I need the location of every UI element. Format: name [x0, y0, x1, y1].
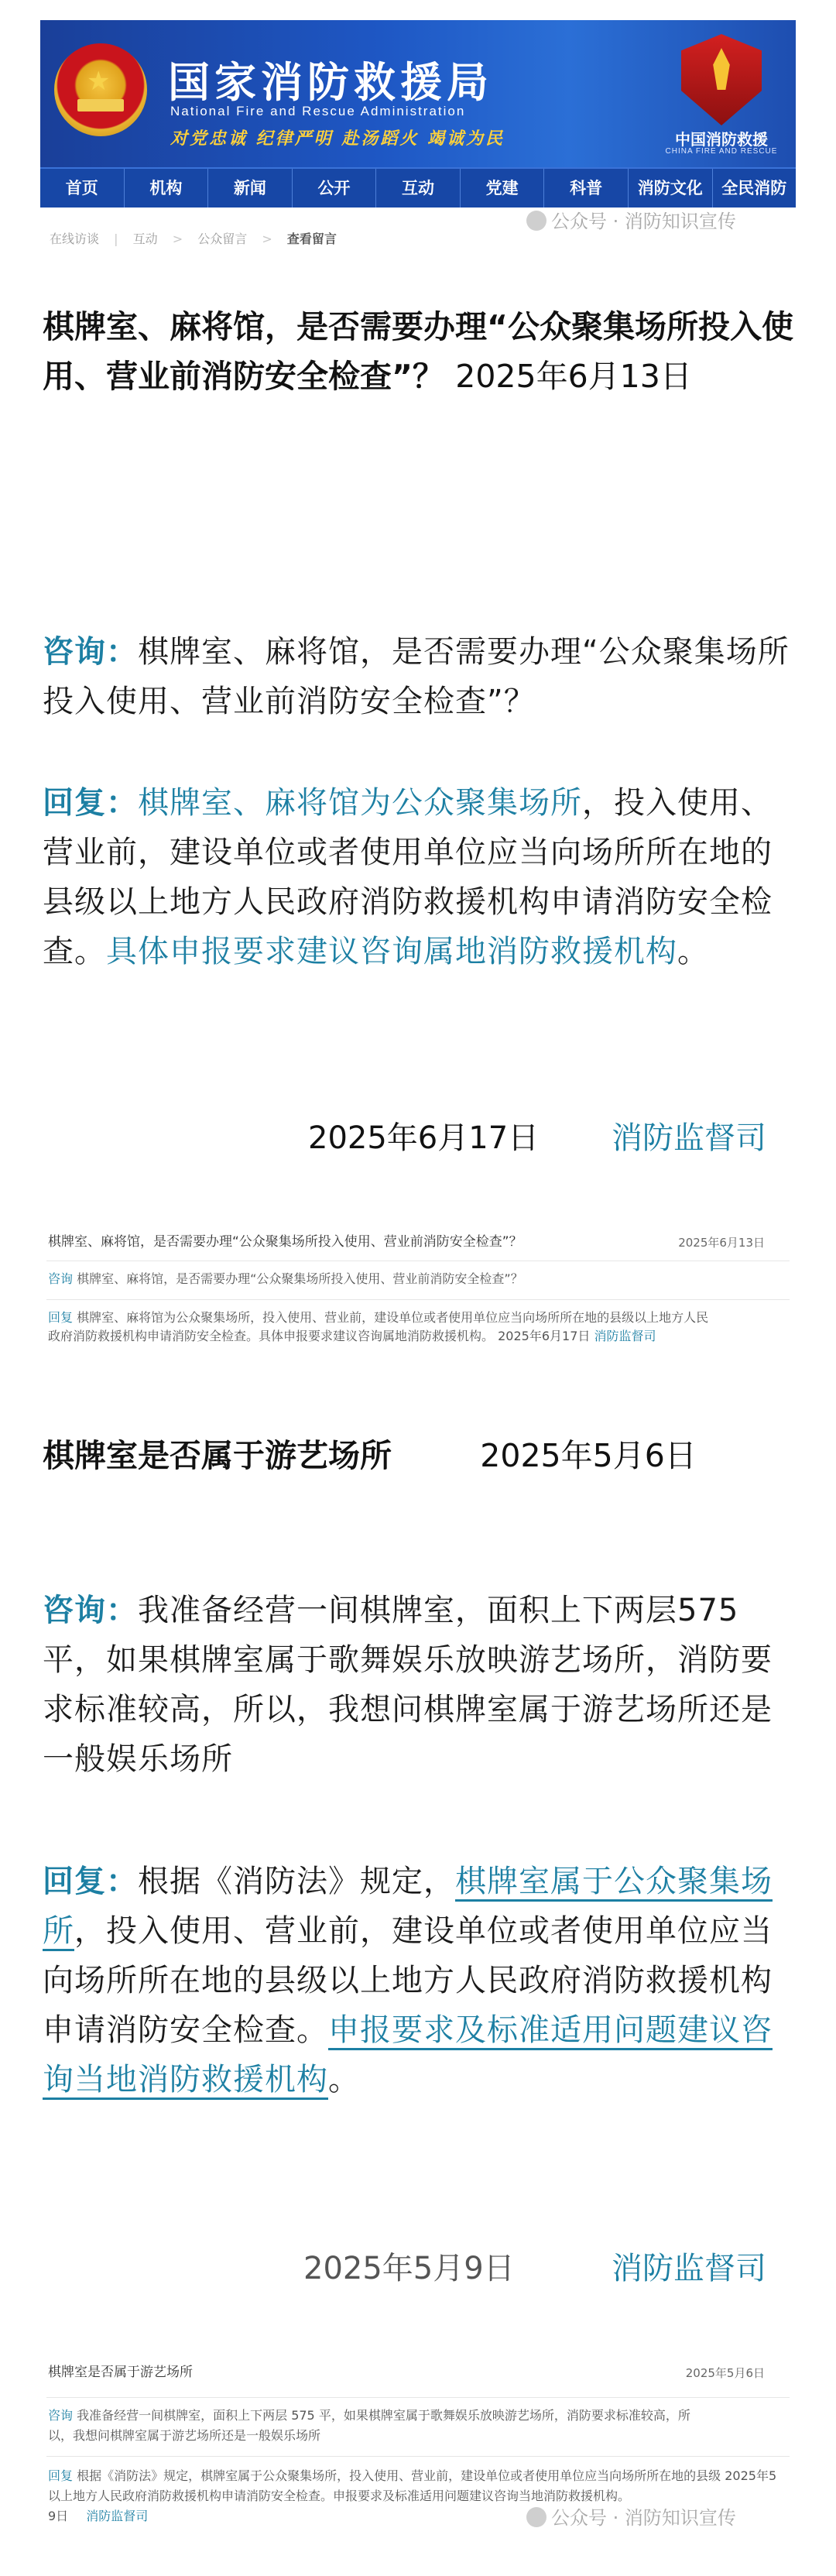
card2-question-text-1: 我准备经营一间棋牌室，面积上下两层 575 平，如果棋牌室属于歌舞娱乐放映游艺场所，消防要求标准较高，所 — [77, 2408, 690, 2423]
qa1-reply — [43, 778, 801, 976]
site-motto: 对党忠诚 纪律严明 赴汤蹈火 竭诚为民 — [170, 129, 505, 149]
qa2-reply-highlight-2[interactable]: 申报要求及标准适用问题建议咨询当地消防救援机构 — [43, 2012, 773, 2100]
badge-label-cn: 中国消防救援 — [675, 130, 768, 149]
qa1-question-label: 咨询： — [43, 634, 138, 670]
qa1-reply-date: 2025年6月17日 — [308, 1120, 540, 1156]
card1-question-tag: 咨询 — [48, 1271, 74, 1286]
qa2-reply-end: 。 — [328, 2062, 360, 2098]
qa1-question-text: 棋牌室、麻将馆，是否需要办理“公众聚集场所投入使用、营业前消防安全检查”？ — [43, 634, 790, 719]
qa2-reply-date: 2025年5月9日 — [303, 2251, 515, 2286]
card1-reply-text-1: 棋牌室、麻将馆为公众聚集场所，投入使用、营业前，建设单位或者使用单位应当向场所所在地的县级以上地方人民 — [77, 1310, 709, 1325]
qa2-reply-highlight-1[interactable]: 棋牌室属于公众聚集场所 — [43, 1864, 773, 1951]
qa2-question — [43, 1586, 801, 1784]
qa2-question-text: 我准备经营一间棋牌室，面积上下两层575平，如果棋牌室属于歌舞娱乐放映游艺场所，消防要求标准较高，所以，我想问棋牌室属于游艺场所还是一般娱乐场所 — [43, 1593, 773, 1777]
card2-reply-tag: 回复 — [48, 2468, 74, 2483]
qa1-original-card — [40, 1223, 796, 1370]
qa2-question-label: 咨询： — [43, 1593, 138, 1628]
watermark-bottom-text: 公众号 · 消防知识宣传 — [551, 2507, 736, 2529]
card2-reply-date-1: 2025年5 — [725, 2468, 777, 2483]
card1-date: 2025年6月13日 — [678, 1236, 765, 1250]
qa2-date: 2025年5月6日 — [480, 1437, 697, 1474]
site-header-banner — [40, 20, 796, 167]
qa1-reply-highlight-1: 棋牌室、麻将馆为公众聚集场所 — [138, 785, 582, 821]
nav-item-all-people[interactable]: 全民消防 — [721, 179, 787, 197]
fire-rescue-badge-logo — [652, 34, 791, 162]
nav-item-interaction[interactable]: 互动 — [376, 169, 461, 208]
watermark-bottom — [526, 2502, 736, 2530]
qa2-reply-text: ，投入使用、营业前，建设单位或者使用单位应当向场所所在地的县级以上地方人民政府消防救援机构申请消防安全检查。 — [43, 1913, 773, 2048]
qa2-reply — [43, 1857, 801, 2104]
qa1-reply-label: 回复： — [43, 785, 138, 821]
nav-item-home[interactable]: 首页 — [40, 169, 125, 208]
card2-question-tag: 咨询 — [48, 2408, 74, 2423]
nav-item-public[interactable]: 公开 — [293, 169, 377, 208]
qa2-reply-org: 消防监督司 — [612, 2251, 766, 2286]
qa1-reply-end: 。 — [677, 934, 709, 969]
card2-question-line1 — [48, 2406, 690, 2425]
card1-reply-line1 — [48, 1309, 708, 1327]
nav-item-science[interactable]: 科普 — [544, 169, 629, 208]
card2-question-line2: 以，我想问棋牌室属于游艺场所还是一般娱乐场所 — [48, 2428, 321, 2443]
card2-reply-line3 — [48, 2507, 148, 2526]
qa2-reply-label: 回复： — [43, 1864, 138, 1899]
flame-icon — [708, 48, 735, 90]
nav-item-culture[interactable]: 消防文化 — [629, 169, 713, 208]
card1-reply-text-2: 政府消防救援机构申请消防安全检查。具体申报要求建议咨询属地消防救援机构。 — [48, 1329, 495, 1343]
qa1-reply-text: ，投入使用、营业前，建设单位或者使用单位应当向场所所在地的县级以上地方人民政府消防救援机构申请消防安全检查。 — [43, 785, 773, 969]
qa2-headline — [43, 1431, 801, 1480]
qa2-title: 棋牌室是否属于游艺场所 — [43, 1437, 392, 1474]
qa2-reply-pre: 根据《消防法》规定， — [138, 1864, 455, 1899]
watermark-text: 公众号 · 消防知识宣传 — [551, 211, 736, 232]
nav-item-news[interactable]: 新闻 — [208, 169, 293, 208]
qa1-reply-org: 消防监督司 — [612, 1120, 766, 1156]
shield-icon — [681, 34, 762, 125]
breadcrumb-current: 查看留言 — [286, 232, 337, 246]
card1-reply-date: 2025年6月17日 — [498, 1329, 591, 1343]
card2-divider — [46, 2397, 790, 2398]
site-title-en: National Fire and Rescue Administration — [170, 104, 466, 118]
wechat-icon — [526, 2507, 546, 2527]
card2-divider-2 — [46, 2456, 790, 2457]
qa1-headline — [43, 302, 801, 401]
qa2-original-card — [40, 2354, 796, 2563]
qa1-date: 2025年6月13日 — [455, 358, 692, 395]
card1-divider-2 — [46, 1299, 790, 1300]
card2-reply-org[interactable]: 消防监督司 — [86, 2509, 149, 2523]
breadcrumb-path-1[interactable]: 互动 — [132, 232, 158, 246]
card1-reply-org[interactable]: 消防监督司 — [594, 1329, 656, 1343]
wechat-icon — [526, 211, 546, 231]
qa1-question — [43, 627, 801, 726]
card1-question-text: 棋牌室、麻将馆，是否需要办理“公众聚集场所投入使用、营业前消防安全检查”？ — [77, 1271, 523, 1286]
card2-reply-text-1: 根据《消防法》规定，棋牌室属于公众聚集场所，投入使用、营业前，建设单位或者使用单位应当向场所所在地的县级 — [77, 2468, 721, 2483]
breadcrumb-section[interactable]: 在线访谈 — [50, 232, 100, 246]
card2-reply-date-2: 9日 — [48, 2509, 69, 2523]
card1-title[interactable]: 棋牌室、麻将馆，是否需要办理“公众聚集场所投入使用、营业前消防安全检查”？ — [48, 1234, 522, 1250]
qa1-title: 棋牌室、麻将馆，是否需要办理“公众聚集场所投入使用、营业前消防安全检查”？ — [43, 308, 793, 395]
qa1-reply-highlight-2: 具体申报要求建议咨询属地消防救援机构 — [106, 934, 677, 969]
breadcrumb-path-2[interactable]: 公众留言 — [197, 232, 248, 246]
nav-item-party[interactable]: 党建 — [461, 169, 545, 208]
card1-question — [48, 1270, 523, 1288]
card2-reply-text-2: 以上地方人民政府消防救援机构申请消防安全检查。申报要求及标准适用问题建议咨询当地消防救援机构。 — [48, 2489, 631, 2503]
card1-reply-line2 — [48, 1327, 656, 1346]
card2-reply-line1 — [48, 2467, 776, 2485]
national-emblem-icon: ★ — [54, 43, 147, 136]
badge-label-en: CHINA FIRE AND RESCUE — [665, 147, 778, 156]
nav-item-organization[interactable]: 机构 — [125, 169, 209, 208]
main-nav — [40, 167, 796, 208]
watermark — [526, 206, 736, 233]
site-title[interactable]: 国家消防救援局 — [168, 57, 493, 107]
card1-reply-tag: 回复 — [48, 1310, 74, 1325]
card2-date: 2025年5月6日 — [685, 2366, 765, 2380]
breadcrumb: 在线访谈 | 互动 > 公众留言 > 查看留言 — [50, 232, 337, 246]
card2-title[interactable]: 棋牌室是否属于游艺场所 — [48, 2365, 193, 2380]
